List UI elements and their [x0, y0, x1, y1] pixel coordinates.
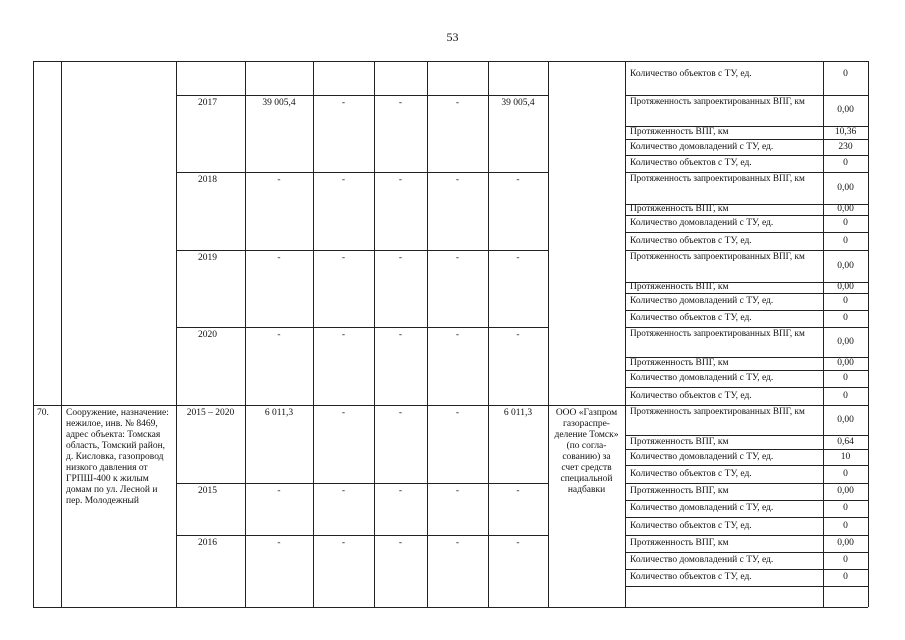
indicator-value: 10,36: [834, 127, 857, 137]
extra-cell: -: [516, 175, 520, 185]
indicator-value: 0: [843, 373, 848, 383]
regional-cell: -: [398, 538, 403, 548]
indicator-label: Протяженность ВПГ, км: [630, 358, 729, 368]
indicator-label: Количество объектов с ТУ, ед.: [630, 236, 752, 246]
indicator-value: 0: [843, 503, 848, 513]
total-cell: -: [277, 175, 281, 185]
indicator-value: 10: [840, 452, 851, 462]
total-cell: 39 005,4: [262, 98, 296, 108]
federal-cell: -: [341, 98, 346, 108]
page-number: 53: [446, 30, 459, 44]
regional-cell: -: [398, 330, 403, 340]
indicator-label: Количество домовладений с ТУ, ед.: [630, 555, 774, 565]
indicator-label: Протяженность запроектированных ВПГ, км: [630, 251, 805, 261]
indicator-value: 0,64: [837, 437, 854, 447]
extra-cell: -: [516, 330, 520, 340]
total-cell: -: [277, 253, 281, 263]
indicator-label: [626, 591, 820, 611]
indicator-value: 0,00: [837, 204, 854, 214]
local-cell: -: [455, 486, 460, 496]
indicator-value: 0: [843, 313, 848, 323]
indicator-value: 0,00: [837, 538, 854, 548]
indicator-label: Количество домовладений с ТУ, ед.: [630, 503, 774, 513]
indicator-label: Протяженность ВПГ, км: [630, 127, 729, 137]
federal-cell: -: [341, 175, 346, 185]
local-cell: -: [455, 538, 460, 548]
extra-cell: -: [516, 538, 520, 548]
entry-number: 70.: [37, 408, 49, 418]
local-cell: -: [455, 253, 460, 263]
year-cell: 2015 – 2020: [186, 408, 235, 418]
federal-cell: -: [341, 538, 346, 548]
total-cell: -: [277, 538, 281, 548]
indicator-value: 230: [838, 142, 853, 152]
regional-cell: -: [398, 98, 403, 108]
year-cell: 2017: [198, 98, 217, 108]
indicator-value: [824, 591, 867, 603]
indicator-value: 0: [843, 521, 848, 531]
total-cell: -: [277, 486, 281, 496]
regional-cell: -: [398, 253, 403, 263]
local-cell: -: [455, 330, 460, 340]
indicator-label: Количество объектов с ТУ, ед.: [630, 158, 752, 168]
indicator-value: 0,00: [837, 337, 854, 347]
indicator-label: Протяженность запроектированных ВПГ, км: [630, 173, 805, 183]
regional-cell: -: [398, 486, 403, 496]
extra-cell: 6 011,3: [503, 408, 533, 418]
indicator-label: Количество объектов с ТУ, ед.: [630, 391, 752, 401]
year-cell: 2020: [198, 330, 217, 340]
indicator-label: Количество объектов с ТУ, ед.: [630, 521, 752, 531]
indicator-value: 0,00: [837, 358, 854, 368]
indicator-value: 0,00: [837, 105, 854, 115]
federal-cell: -: [341, 330, 346, 340]
extra-cell: -: [516, 486, 520, 496]
indicator-value: 0: [843, 218, 848, 228]
indicator-label: Протяженность ВПГ, км: [630, 486, 729, 496]
entry-executor: ООО «Газпром газораспре-деление Томск» (по согла-сованию) за счет средств специальной надбавки: [554, 408, 619, 495]
indicator-value: 0: [843, 296, 848, 306]
indicator-value: 0,00: [837, 183, 854, 193]
total-cell: -: [277, 330, 281, 340]
entry-description: Сооружение, назначение: нежилое, инв. № 8469, адрес объекта: Томская область, Томский район, д. Кисловка, газопровод низкого давления от ГРПШ-400 к жилым домам по ул. Лесной и пер. Молодежный: [66, 408, 169, 506]
indicator-value: 0: [843, 158, 848, 168]
year-cell: 2018: [198, 175, 217, 185]
regional-cell: -: [398, 175, 403, 185]
local-cell: -: [455, 175, 460, 185]
regional-cell: -: [398, 408, 403, 418]
local-cell: -: [455, 408, 460, 418]
local-cell: -: [455, 98, 460, 108]
federal-cell: -: [341, 408, 346, 418]
indicator-value: 0: [843, 236, 848, 246]
indicator-label: Количество домовладений с ТУ, ед.: [630, 296, 774, 306]
indicator-label: Количество объектов с ТУ, ед.: [630, 313, 752, 323]
indicator-label: Количество домовладений с ТУ, ед.: [630, 452, 774, 462]
indicator-value: 0: [843, 572, 848, 582]
indicator-label: Количество объектов с ТУ, ед.: [630, 469, 752, 479]
indicator-label: Количество объектов с ТУ, ед.: [630, 572, 752, 582]
extra-cell: 39 005,4: [501, 98, 535, 108]
indicator-label: Количество домовладений с ТУ, ед.: [630, 142, 774, 152]
indicator-value: 0,00: [837, 282, 854, 292]
indicator-label: Количество домовладений с ТУ, ед.: [630, 218, 774, 228]
federal-cell: -: [341, 253, 346, 263]
indicator-value: 0,00: [837, 486, 854, 496]
indicator-value: 0: [843, 555, 848, 565]
indicator-label: Количество объектов с ТУ, ед.: [630, 69, 752, 79]
year-cell: 2015: [198, 486, 217, 496]
indicator-value: 0,00: [837, 261, 854, 271]
indicator-label: Протяженность запроектированных ВПГ, км: [630, 96, 805, 106]
indicator-label: Протяженность ВПГ, км: [630, 204, 729, 214]
year-cell: 2016: [198, 538, 217, 548]
year-cell: 2019: [198, 253, 217, 263]
indicator-label: Протяженность запроектированных ВПГ, км: [630, 328, 805, 338]
indicator-value: 0: [843, 69, 848, 79]
federal-cell: -: [341, 486, 346, 496]
extra-cell: -: [516, 253, 520, 263]
indicator-value: 0,00: [837, 415, 854, 425]
indicator-label: Протяженность запроектированных ВПГ, км: [630, 406, 805, 416]
indicator-value: 0: [843, 391, 848, 401]
indicator-label: Протяженность ВПГ, км: [630, 437, 729, 447]
indicator-label: Количество домовладений с ТУ, ед.: [630, 373, 774, 383]
total-cell: 6 011,3: [264, 408, 294, 418]
indicator-label: Протяженность ВПГ, км: [630, 282, 729, 292]
indicator-label: Протяженность ВПГ, км: [630, 538, 729, 548]
indicator-value: 0: [843, 469, 848, 479]
